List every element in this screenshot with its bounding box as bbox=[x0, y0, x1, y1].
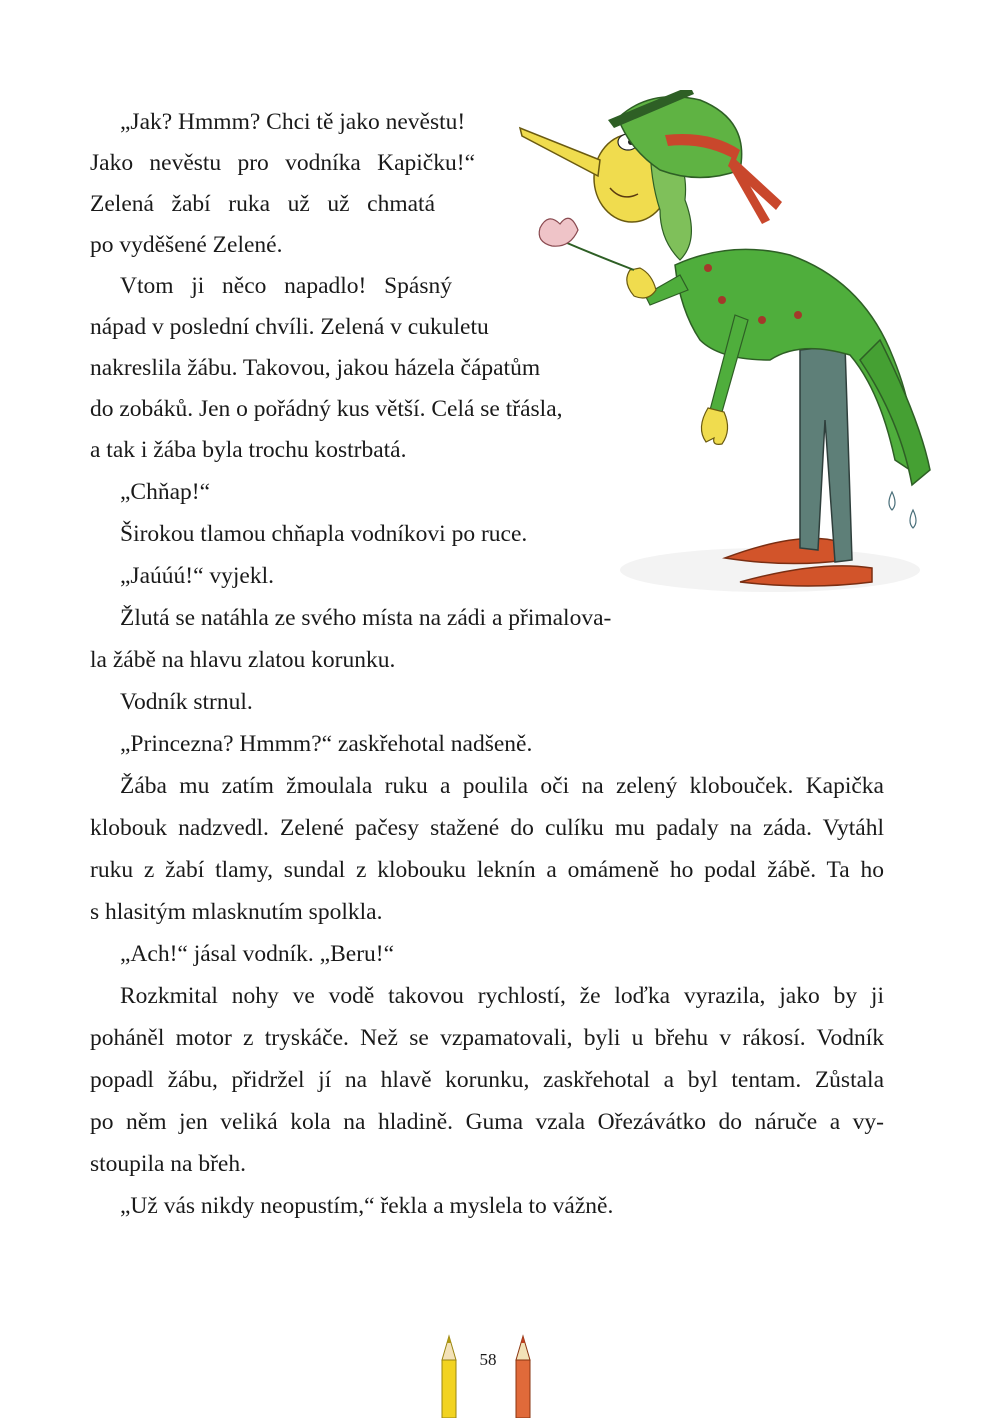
text-line: stoupila na břeh. bbox=[90, 1151, 246, 1177]
raised-hand bbox=[627, 268, 656, 298]
coat-button bbox=[758, 316, 766, 324]
text-line: „Jaúúú!“ vyjekl. bbox=[120, 563, 275, 589]
text-line: „Chňap!“ bbox=[120, 479, 211, 505]
text-line: „Ach!“ jásal vodník. „Beru!“ bbox=[120, 941, 395, 967]
coat-button bbox=[704, 264, 712, 272]
text-line: Rozkmital nohy ve vodě takovou rychlostí, že loďka vyrazila, jako by ji bbox=[120, 983, 884, 1009]
yellow-pencil-icon bbox=[442, 1336, 456, 1418]
text-line: Širokou tlamou chňapla vodníkovi po ruce. bbox=[120, 521, 528, 547]
text-line: po něm jen veliká kola na hladině. Guma vzala Ořezávátko do náruče a vy- bbox=[90, 1109, 884, 1135]
water-lily-icon bbox=[539, 218, 578, 246]
water-drop-icon bbox=[910, 510, 916, 528]
trousers bbox=[800, 345, 852, 562]
text-line: Zelená žabí ruka už už chmatá bbox=[90, 191, 435, 217]
text-line: „Princezna? Hmmm?“ zaskřehotal nadšeně. bbox=[120, 731, 533, 757]
text-line: Vtom ji něco napadlo! Spásný bbox=[120, 273, 452, 299]
water-goblin-illustration bbox=[500, 90, 940, 630]
page-number: 58 bbox=[479, 1350, 497, 1369]
text-line: „Už vás nikdy neopustím,“ řekla a myslela to vážně. bbox=[120, 1193, 614, 1219]
text-line: Vodník strnul. bbox=[120, 689, 253, 715]
pencils-decoration bbox=[436, 1330, 546, 1418]
text-line: nakreslila žábu. Takovou, jakou házela čápatům bbox=[90, 355, 541, 381]
text-line: poháněl motor z tryskáče. Než se vzpamatovali, byli u břehu v rákosí. Vodník bbox=[90, 1025, 884, 1051]
text-line: do zobáků. Jen o pořádný kus větší. Celá se třásla, bbox=[90, 396, 563, 422]
water-drop-icon bbox=[889, 492, 895, 510]
text-line: Jako nevěstu pro vodníka Kapičku!“ bbox=[90, 150, 475, 176]
text-line: Žába mu zatím žmoulala ruku a poulila oči na zelený klobouček. Kapička bbox=[120, 773, 884, 799]
nose bbox=[520, 128, 600, 176]
text-line: nápad v poslední chvíli. Zelená v cukuletu bbox=[90, 314, 489, 340]
red-pencil-icon bbox=[516, 1336, 530, 1418]
coat-button bbox=[794, 311, 802, 319]
text-line: po vyděšené Zelené. bbox=[90, 232, 283, 258]
text-line: „Jak? Hmmm? Chci tě jako nevěstu! bbox=[120, 109, 466, 135]
text-line: ruku z žabí tlamy, sundal z klobouku leknín a omámeně ho podal žábě. Ta ho bbox=[90, 857, 884, 883]
text-line: popadl žábu, přidržel jí na hlavě korunku, zaskřehotal a byl tentam. Zůstala bbox=[90, 1067, 884, 1093]
text-line: klobouk nadzvedl. Zelené pačesy stažené do culíku mu padaly na záda. Vytáhl bbox=[90, 815, 884, 841]
text-line: la žábě na hlavu zlatou korunku. bbox=[90, 647, 396, 673]
coat-button bbox=[718, 296, 726, 304]
text-line: a tak i žába byla trochu kostrbatá. bbox=[90, 437, 407, 463]
flower-stem bbox=[560, 240, 634, 270]
hanging-hand bbox=[701, 408, 727, 444]
left-shoe bbox=[725, 538, 845, 563]
text-line: Žlutá se natáhla ze svého místa na zádi a přimalova- bbox=[120, 605, 612, 631]
text-line: s hlasitým mlasknutím spolkla. bbox=[90, 899, 383, 925]
